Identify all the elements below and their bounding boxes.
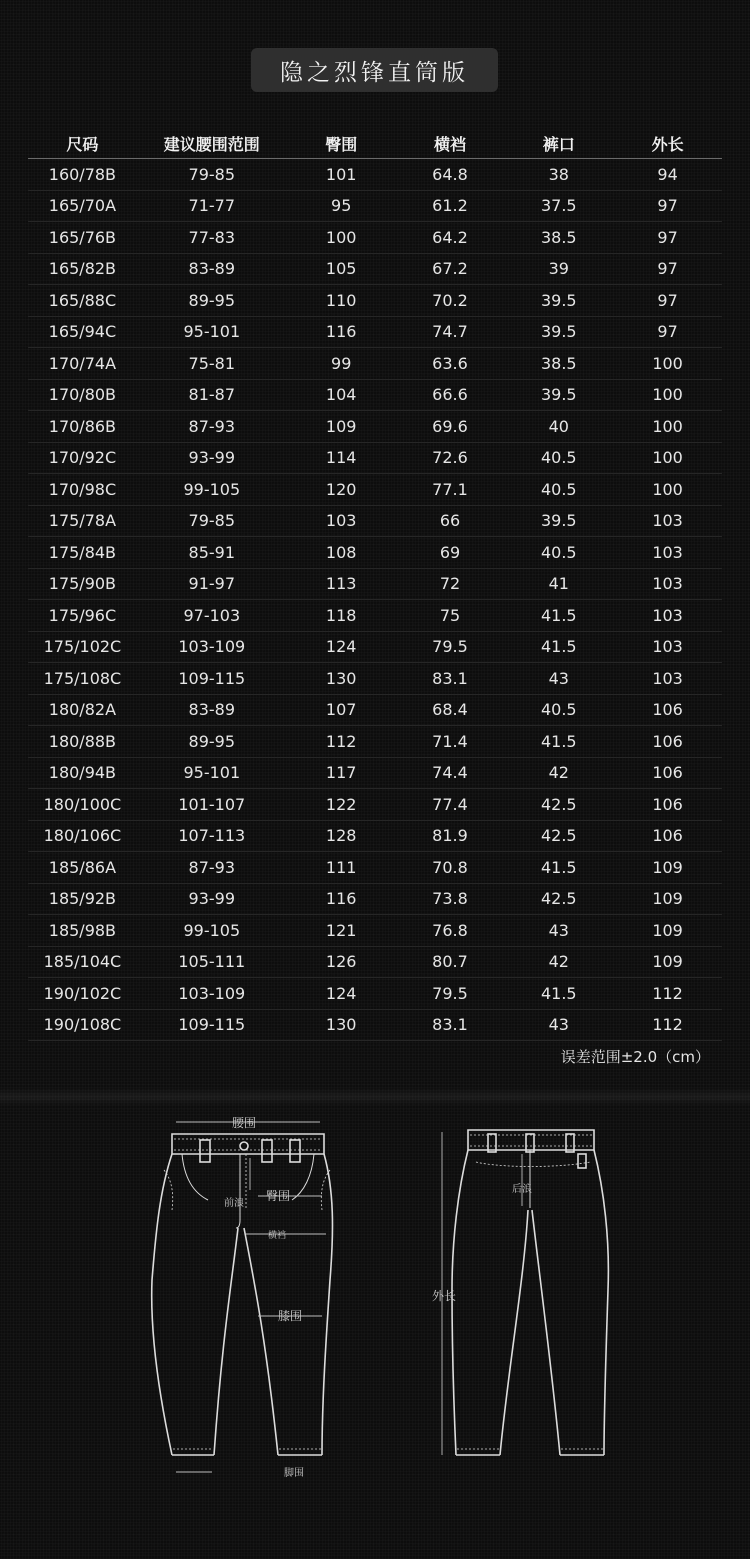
table-cell: 79.5	[396, 631, 505, 663]
table-cell: 37.5	[504, 190, 613, 222]
table-cell: 79.5	[396, 978, 505, 1010]
table-row	[28, 285, 722, 317]
table-header-row	[28, 128, 722, 159]
table-cell: 43	[504, 915, 613, 947]
table-cell: 118	[287, 600, 396, 632]
table-cell: 109-115	[137, 1009, 287, 1041]
table-row	[28, 663, 722, 695]
table-cell: 39.5	[504, 285, 613, 317]
table-cell: 185/92B	[28, 883, 137, 915]
table-cell: 83-89	[137, 253, 287, 285]
table-cell: 180/88B	[28, 726, 137, 758]
table-row	[28, 600, 722, 632]
table-cell: 85-91	[137, 537, 287, 569]
table-cell: 71-77	[137, 190, 287, 222]
table-row	[28, 411, 722, 443]
table-row	[28, 915, 722, 947]
table-cell: 40.5	[504, 474, 613, 506]
table-cell: 160/78B	[28, 159, 137, 191]
table-cell: 42.5	[504, 883, 613, 915]
pants-measurement-diagram	[0, 1110, 750, 1490]
table-cell: 170/86B	[28, 411, 137, 443]
table-cell: 39.5	[504, 505, 613, 537]
table-cell: 87-93	[137, 411, 287, 443]
table-row	[28, 222, 722, 254]
table-cell: 39.5	[504, 316, 613, 348]
table-cell: 69	[396, 537, 505, 569]
back-pants-outline	[452, 1130, 608, 1455]
table-cell: 185/104C	[28, 946, 137, 978]
table-row	[28, 442, 722, 474]
table-cell: 126	[287, 946, 396, 978]
table-cell: 42.5	[504, 820, 613, 852]
table-row	[28, 694, 722, 726]
table-cell: 41.5	[504, 726, 613, 758]
label-hip: 臀围	[266, 1189, 291, 1203]
table-cell: 91-97	[137, 568, 287, 600]
table-row	[28, 789, 722, 821]
table-cell: 64.8	[396, 159, 505, 191]
section-divider	[0, 1088, 750, 1106]
table-cell: 39	[504, 253, 613, 285]
table-cell: 104	[287, 379, 396, 411]
table-cell: 103	[613, 663, 722, 695]
table-cell: 43	[504, 663, 613, 695]
table-cell: 95-101	[137, 757, 287, 789]
table-row	[28, 978, 722, 1010]
table-cell: 41.5	[504, 600, 613, 632]
table-cell: 103	[613, 537, 722, 569]
table-cell: 190/102C	[28, 978, 137, 1010]
table-cell: 175/90B	[28, 568, 137, 600]
table-row	[28, 316, 722, 348]
table-cell: 87-93	[137, 852, 287, 884]
table-cell: 113	[287, 568, 396, 600]
table-row	[28, 505, 722, 537]
table-row	[28, 568, 722, 600]
tolerance-note: 误差范围±2.0（cm）	[560, 1048, 710, 1066]
table-row	[28, 757, 722, 789]
header-thigh: 横裆	[396, 128, 505, 159]
table-cell: 130	[287, 663, 396, 695]
table-cell: 89-95	[137, 726, 287, 758]
front-pants-outline	[152, 1134, 333, 1455]
header-size: 尺码	[28, 128, 137, 159]
table-row	[28, 852, 722, 884]
table-cell: 124	[287, 631, 396, 663]
table-cell: 100	[613, 379, 722, 411]
table-row	[28, 253, 722, 285]
table-cell: 83.1	[396, 663, 505, 695]
table-cell: 165/82B	[28, 253, 137, 285]
table-cell: 100	[613, 474, 722, 506]
table-cell: 66	[396, 505, 505, 537]
table-cell: 109	[613, 915, 722, 947]
table-cell: 103	[287, 505, 396, 537]
label-front-rise: 前浪	[224, 1198, 244, 1209]
header-hip: 臀围	[287, 128, 396, 159]
table-cell: 64.2	[396, 222, 505, 254]
label-hem: 脚围	[284, 1468, 304, 1479]
table-cell: 180/82A	[28, 694, 137, 726]
table-cell: 63.6	[396, 348, 505, 380]
table-cell: 170/92C	[28, 442, 137, 474]
label-thigh: 横裆	[268, 1231, 287, 1241]
table-cell: 68.4	[396, 694, 505, 726]
label-knee: 膝围	[278, 1309, 303, 1323]
table-cell: 180/106C	[28, 820, 137, 852]
table-cell: 112	[613, 1009, 722, 1041]
table-cell: 165/88C	[28, 285, 137, 317]
table-cell: 83.1	[396, 1009, 505, 1041]
table-row	[28, 537, 722, 569]
table-cell: 117	[287, 757, 396, 789]
table-row	[28, 474, 722, 506]
table-row	[28, 726, 722, 758]
table-cell: 97-103	[137, 600, 287, 632]
table-cell: 73.8	[396, 883, 505, 915]
table-cell: 38.5	[504, 222, 613, 254]
table-cell: 109	[613, 883, 722, 915]
table-cell: 175/102C	[28, 631, 137, 663]
table-cell: 106	[613, 694, 722, 726]
table-cell: 70.8	[396, 852, 505, 884]
table-cell: 72	[396, 568, 505, 600]
table-cell: 74.4	[396, 757, 505, 789]
table-cell: 41	[504, 568, 613, 600]
table-cell: 180/94B	[28, 757, 137, 789]
table-cell: 39.5	[504, 379, 613, 411]
table-cell: 100	[613, 348, 722, 380]
table-cell: 108	[287, 537, 396, 569]
table-cell: 122	[287, 789, 396, 821]
table-cell: 81.9	[396, 820, 505, 852]
table-cell: 103	[613, 568, 722, 600]
table-cell: 114	[287, 442, 396, 474]
table-cell: 100	[613, 442, 722, 474]
table-cell: 97	[613, 316, 722, 348]
table-cell: 107	[287, 694, 396, 726]
table-cell: 109	[613, 946, 722, 978]
table-row	[28, 946, 722, 978]
table-cell: 165/70A	[28, 190, 137, 222]
table-cell: 130	[287, 1009, 396, 1041]
table-cell: 70.2	[396, 285, 505, 317]
table-row	[28, 1009, 722, 1041]
table-cell: 97	[613, 190, 722, 222]
table-cell: 69.6	[396, 411, 505, 443]
table-cell: 175/84B	[28, 537, 137, 569]
table-cell: 66.6	[396, 379, 505, 411]
table-cell: 43	[504, 1009, 613, 1041]
table-cell: 40.5	[504, 694, 613, 726]
table-row	[28, 883, 722, 915]
table-cell: 94	[613, 159, 722, 191]
table-cell: 175/78A	[28, 505, 137, 537]
size-chart-table	[28, 128, 722, 1041]
table-cell: 75-81	[137, 348, 287, 380]
table-cell: 109	[287, 411, 396, 443]
table-row	[28, 159, 722, 191]
table-cell: 107-113	[137, 820, 287, 852]
table-cell: 124	[287, 978, 396, 1010]
table-cell: 40.5	[504, 537, 613, 569]
table-cell: 42.5	[504, 789, 613, 821]
table-cell: 109	[613, 852, 722, 884]
table-cell: 106	[613, 820, 722, 852]
page-title-text: 隐之烈锋直筒版	[280, 59, 469, 86]
table-cell: 170/80B	[28, 379, 137, 411]
table-cell: 105	[287, 253, 396, 285]
page-title	[251, 48, 498, 92]
table-cell: 101-107	[137, 789, 287, 821]
table-cell: 170/98C	[28, 474, 137, 506]
table-cell: 77.1	[396, 474, 505, 506]
table-cell: 99-105	[137, 474, 287, 506]
table-body	[28, 159, 722, 1041]
table-cell: 106	[613, 789, 722, 821]
table-cell: 185/98B	[28, 915, 137, 947]
table-cell: 128	[287, 820, 396, 852]
table-cell: 121	[287, 915, 396, 947]
table-cell: 99	[287, 348, 396, 380]
table-cell: 116	[287, 883, 396, 915]
table-row	[28, 631, 722, 663]
table-cell: 175/96C	[28, 600, 137, 632]
table-cell: 79-85	[137, 505, 287, 537]
table-cell: 106	[613, 757, 722, 789]
table-cell: 38.5	[504, 348, 613, 380]
table-cell: 67.2	[396, 253, 505, 285]
table-cell: 72.6	[396, 442, 505, 474]
table-cell: 61.2	[396, 190, 505, 222]
table-cell: 116	[287, 316, 396, 348]
table-cell: 41.5	[504, 631, 613, 663]
table-cell: 42	[504, 757, 613, 789]
table-cell: 97	[613, 285, 722, 317]
table-cell: 185/86A	[28, 852, 137, 884]
table-cell: 103	[613, 600, 722, 632]
table-cell: 101	[287, 159, 396, 191]
table-cell: 106	[613, 726, 722, 758]
table-cell: 41.5	[504, 852, 613, 884]
table-cell: 76.8	[396, 915, 505, 947]
table-cell: 77.4	[396, 789, 505, 821]
table-cell: 97	[613, 222, 722, 254]
table-cell: 112	[613, 978, 722, 1010]
table-cell: 100	[287, 222, 396, 254]
table-cell: 40.5	[504, 442, 613, 474]
table-cell: 175/108C	[28, 663, 137, 695]
table-cell: 77-83	[137, 222, 287, 254]
table-cell: 165/76B	[28, 222, 137, 254]
table-cell: 120	[287, 474, 396, 506]
table-row	[28, 379, 722, 411]
table-cell: 109-115	[137, 663, 287, 695]
table-cell: 81-87	[137, 379, 287, 411]
table-cell: 110	[287, 285, 396, 317]
table-cell: 99-105	[137, 915, 287, 947]
table-row	[28, 348, 722, 380]
table-row	[28, 820, 722, 852]
label-waist: 腰围	[232, 1116, 257, 1130]
table-cell: 93-99	[137, 442, 287, 474]
table-cell: 105-111	[137, 946, 287, 978]
table-row	[28, 190, 722, 222]
table-cell: 80.7	[396, 946, 505, 978]
table-cell: 97	[613, 253, 722, 285]
table-cell: 40	[504, 411, 613, 443]
table-cell: 74.7	[396, 316, 505, 348]
table-cell: 95-101	[137, 316, 287, 348]
header-outseam: 外长	[613, 128, 722, 159]
table-cell: 41.5	[504, 978, 613, 1010]
table-cell: 170/74A	[28, 348, 137, 380]
table-cell: 103-109	[137, 631, 287, 663]
label-outseam: 外长	[432, 1289, 457, 1303]
table-cell: 89-95	[137, 285, 287, 317]
table-cell: 180/100C	[28, 789, 137, 821]
header-hem: 裤口	[504, 128, 613, 159]
table-cell: 75	[396, 600, 505, 632]
table-cell: 83-89	[137, 694, 287, 726]
table-cell: 95	[287, 190, 396, 222]
table-cell: 103	[613, 631, 722, 663]
table-cell: 42	[504, 946, 613, 978]
label-back-rise: 后浪	[512, 1184, 532, 1195]
table-cell: 38	[504, 159, 613, 191]
table-cell: 103	[613, 505, 722, 537]
table-cell: 100	[613, 411, 722, 443]
table-cell: 103-109	[137, 978, 287, 1010]
table-cell: 111	[287, 852, 396, 884]
table-cell: 190/108C	[28, 1009, 137, 1041]
table-cell: 165/94C	[28, 316, 137, 348]
table-cell: 71.4	[396, 726, 505, 758]
table-cell: 112	[287, 726, 396, 758]
table-cell: 79-85	[137, 159, 287, 191]
header-waist-range: 建议腰围范围	[137, 128, 287, 159]
table-cell: 93-99	[137, 883, 287, 915]
